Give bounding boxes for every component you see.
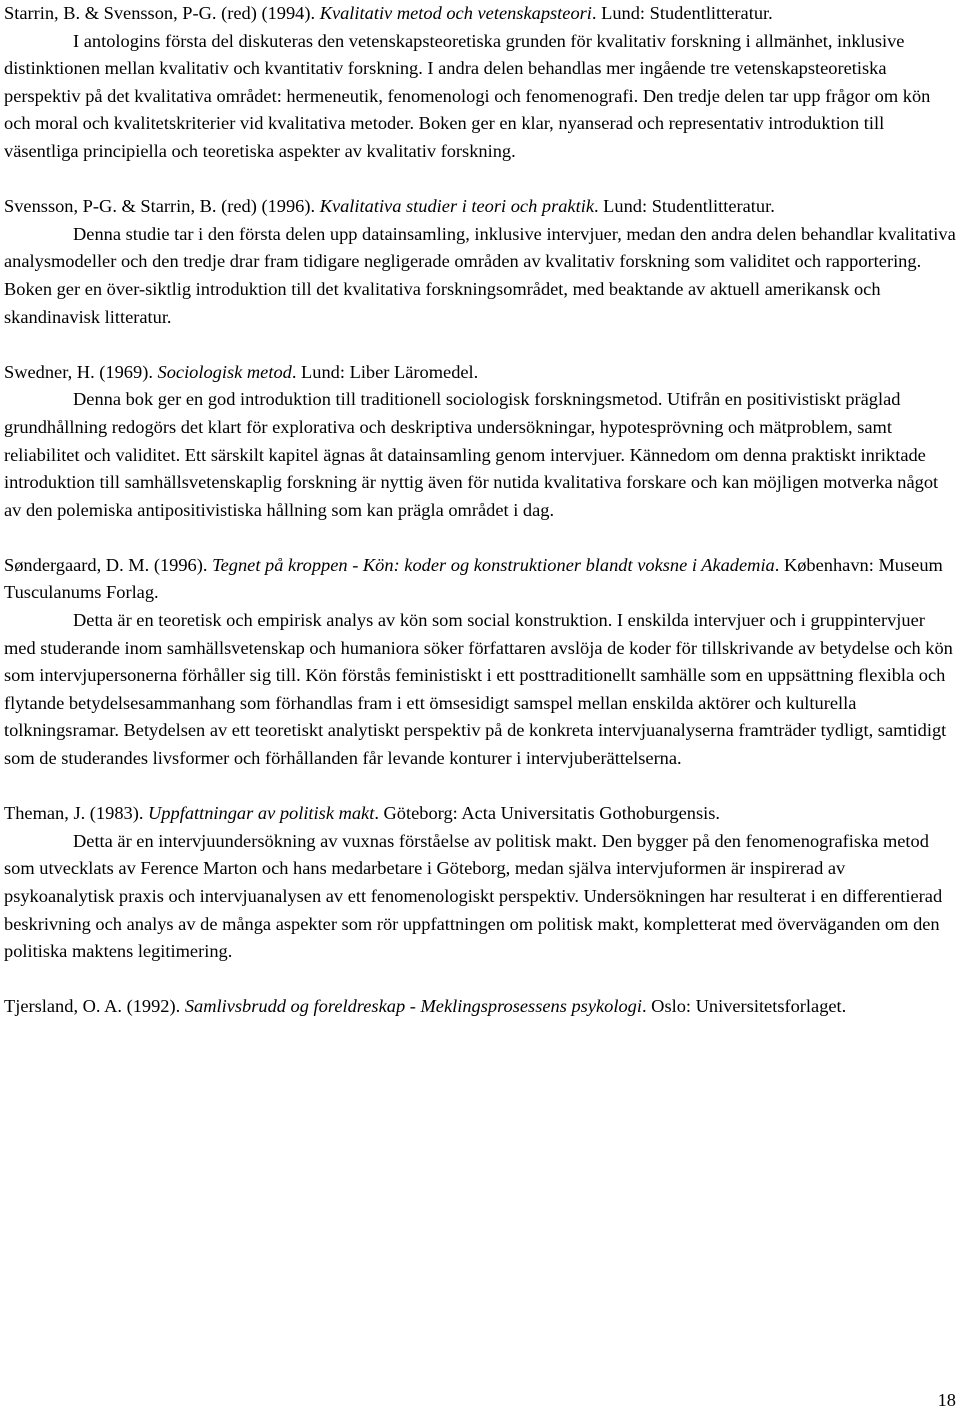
reference-entry <box>4 993 956 1021</box>
reference-authors: Svensson, P-G. & Starrin, B. (red) (1996). <box>4 196 320 217</box>
reference-description: Detta är en teoretisk och empirisk analys av kön som social konstruktion. I enskilda intervjuer och i gruppintervjuer med studerande inom samhällsvetenskap och humaniora söker författaren avslöja de koder för tillskrivande av betydelse och kön som intervjupersonerna förhåller sig till. Kön förstås feministiskt i ett posttraditionellt samhälle som en uppsättning flexibla och flytande betydelsesammanhang som förhandlas fram i ett ömsesidigt samspel mellan enskilda aktörer och kulturella tolkningsramar. Betydelsen av ett teoretiskt analytiskt perspektiv på de konkreta intervjuanalyserna framträder tydligt, samtidigt som de studerandes livsformer och förhållanden får levande konturer i intervjuberättelserna. <box>4 610 953 769</box>
reference-description: I antologins första del diskuteras den vetenskapsteoretiska grunden för kvalitativ forskning i allmänhet, inklusive distinktionen mellan kvalitativ och kvantitativ forskning. I andra delen behandlas mer ingående tre vetenskapsteoretiska perspektiv på det kvalitativa området: hermeneutik, fenomenologi och fenomenografi. Den tredje delen tar upp frågor om kön och moral och kvalitetskriterier vid kvalitativa metoder. Boken ger en klar, nyanserad och representativ introduktion till väsentliga principiella och teoretiska aspekter av kvalitativ forskning. <box>4 30 931 161</box>
reference-description: Denna studie tar i den första delen upp datainsamling, inklusive intervjuer, medan den andra delen behandlar kvalitativa analysmodeller och den tredje drar fram tidigare negligerade områden av kvalitativ forskning som validitet och rapportering. Boken ger en över-siktlig introduktion till det kvalitativa forskningsområdet, med beaktande av aktuell amerikansk och skandinavisk litteratur. <box>4 223 956 327</box>
reference-entry <box>4 193 956 331</box>
reference-publisher: . Lund: Studentlitteratur. <box>593 196 775 217</box>
reference-description: Detta är en intervjuundersökning av vuxnas förståelse av politisk makt. Den bygger på den fenomenografiska metod som utvecklats av Ference Marton och hans medarbetare i Göteborg, medan själva intervjuformen är inspirerad av psykoanalytisk praxis och intervjuanalysen av ett fenomenologiskt perspektiv. Undersökningen har resulterat i en differentierad beskrivning och analys av de många aspekter som rör uppfattningen om politisk makt, kompletterat med överväganden om den politiska maktens legitimering. <box>4 830 943 962</box>
reference-title: Sociologisk metod <box>157 361 292 382</box>
reference-entry <box>4 359 956 525</box>
reference-entry <box>4 800 956 966</box>
reference-authors: Tjersland, O. A. (1992). <box>4 996 185 1017</box>
reference-citation <box>4 552 956 607</box>
reference-title: Kvalitativ metod och vetenskapsteori <box>319 3 592 23</box>
reference-citation <box>4 800 956 828</box>
reference-title: Tegnet på kroppen - Kön: koder og konstruktioner blandt voksne i Akademia <box>212 554 775 575</box>
reference-description: Denna bok ger en god introduktion till traditionell sociologisk forskningsmetod. Utifrån en positivistiskt präglad grundhållning redogörs det klart för explorativa och deskriptiva undersökningar, hypotesprövning och mätproblem, samt reliabilitet och validitet. Ett särskilt kapitel ägnas åt datainsamling genom intervjuer. Kännedom om denna praktiskt inriktade introduktion till samhällsvetenskaplig forskning är nyttig även för nutida kvalitativa forskare och kan möjligen motverka något av den polemiska antipositivistiska hållning som kan prägla området i dag. <box>4 389 939 520</box>
reference-citation <box>4 193 956 221</box>
reference-publisher: . Lund: Studentlitteratur. <box>591 3 773 23</box>
reference-title: Kvalitativa studier i teori och praktik <box>319 196 594 217</box>
reference-entry <box>4 0 956 166</box>
reference-citation <box>4 0 956 28</box>
document-body <box>4 0 956 1049</box>
reference-authors: Swedner, H. (1969). <box>4 361 158 382</box>
reference-entry <box>4 552 956 773</box>
reference-publisher: . København: Museum Tusculanums Forlag. <box>4 554 943 603</box>
page-number: 18 <box>937 1390 956 1410</box>
reference-publisher: . Oslo: Universitetsforlaget. <box>641 996 847 1017</box>
reference-title: Samlivsbrudd og foreldreskap - Meklingsprosessens psykologi <box>184 996 642 1017</box>
reference-citation <box>4 993 956 1021</box>
reference-publisher: . Lund: Liber Läromedel. <box>291 361 479 382</box>
reference-authors: Starrin, B. & Svensson, P-G. (red) (1994). <box>4 3 320 23</box>
reference-authors: Søndergaard, D. M. (1996). <box>4 554 213 575</box>
reference-title: Uppfattningar av politisk makt <box>148 803 375 824</box>
reference-authors: Theman, J. (1983). <box>4 803 149 824</box>
reference-publisher: . Göteborg: Acta Universitatis Gothoburgensis. <box>374 803 720 824</box>
reference-citation <box>4 359 956 387</box>
